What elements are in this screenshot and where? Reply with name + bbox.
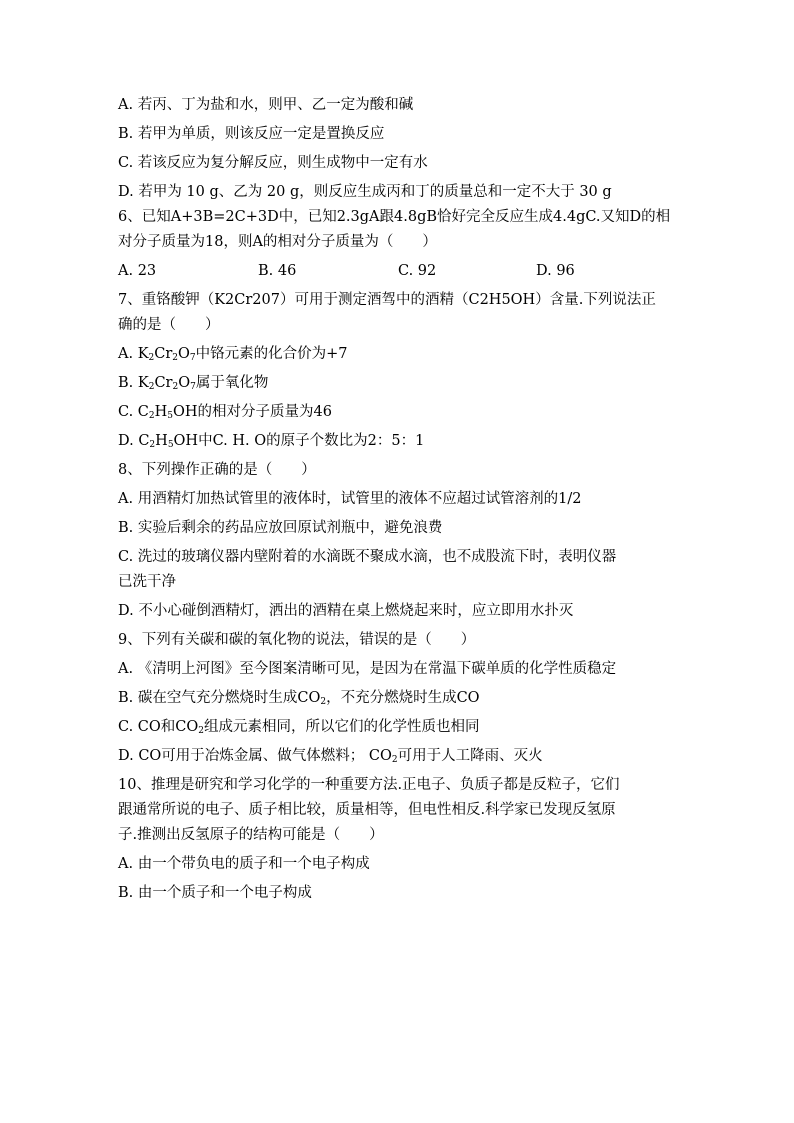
q8-option-b: B. 实验后剩余的药品应放回原试剂瓶中，避免浪费	[118, 520, 443, 536]
q7-stem-line1: 7、重铬酸钾（K2Cr207）可用于测定酒驾中的酒精（C2H5OH）含量.下列说法正	[118, 292, 656, 308]
q8-option-c-line1: C. 洗过的玻璃仪器内壁附着的水滴既不聚成水滴，也不成股流下时，表明仪器	[118, 549, 617, 565]
q8-option-a: A. 用酒精灯加热试管里的液体时，试管里的液体不应超过试管溶剂的1/2	[118, 491, 582, 507]
q5-option-a: A. 若丙、丁为盐和水，则甲、乙一定为酸和碱	[118, 97, 414, 113]
q6-stem-line1: 6、已知A+3B=2C+3D中，已知2.3gA跟4.8gB恰好完全反应生成4.4gC.又知D的相	[118, 209, 671, 225]
q5-option-b: B. 若甲为单质，则该反应一定是置换反应	[118, 126, 385, 142]
q5-option-d: D. 若甲为 10 g、乙为 20 g，则反应生成丙和丁的质量总和一定不大于 30 g	[118, 184, 612, 200]
q7-option-a: A. $K_2Cr_2O_7$中铬元素的化合价为+7	[118, 346, 348, 363]
q6-option-a: A. 23	[118, 263, 157, 279]
q6-stem-line2: 对分子质量为18，则A的相对分子质量为（ ）	[118, 234, 437, 250]
document-page	[118, 96, 678, 913]
q10-option-b: B. 由一个质子和一个电子构成	[118, 885, 312, 901]
q8-option-d: D. 不小心碰倒酒精灯，洒出的酒精在桌上燃烧起来时，应立即用水扑灭	[118, 603, 574, 619]
q8-option-c-line2: 已洗干净	[118, 574, 176, 590]
q7-option-c: C. $C_2H_5OH$的相对分子质量为46	[118, 404, 332, 421]
q10-stem-line2: 跟通常所说的电子、质子相比较，质量相等，但电性相反.科学家已发现反氢原	[118, 802, 616, 818]
q7-option-d: D. $C_2H_5OH$中C. H. O的原子个数比为2：5：1	[118, 433, 425, 450]
q9-option-d: D. CO可用于冶炼金属、做气体燃料； $CO_2$可用于人工降雨、灭火	[118, 748, 543, 765]
q6-option-c: C. 92	[398, 263, 437, 279]
q6-options	[118, 262, 678, 291]
q10-stem-line1: 10、推理是研究和学习化学的一种重要方法.正电子、负质子都是反粒子，它们	[118, 777, 620, 793]
q6-option-b: B. 46	[258, 263, 297, 279]
q9-option-c: C. CO和$CO_2$组成元素相同，所以它们的化学性质也相同	[118, 719, 480, 736]
q6-option-d: D. 96	[536, 263, 575, 279]
q9-option-b: B. 碳在空气充分燃烧时生成$CO_2$，不充分燃烧时生成CO	[118, 690, 480, 707]
q9-option-a: A. 《清明上河图》至今图案清晰可见，是因为在常温下碳单质的化学性质稳定	[118, 661, 617, 677]
q7-option-b: B. $K_2Cr_2O_7$属于氧化物	[118, 375, 269, 392]
q10-option-a: A. 由一个带负电的质子和一个电子构成	[118, 856, 370, 872]
q9-stem: 9、下列有关碳和碳的氧化物的说法，错误的是（ ）	[118, 632, 476, 648]
q8-stem: 8、下列操作正确的是（ ）	[118, 462, 316, 478]
q5-option-c: C. 若该反应为复分解反应，则生成物中一定有水	[118, 155, 428, 171]
q10-stem-line3: 子.推测出反氢原子的结构可能是（ ）	[118, 827, 384, 843]
q7-stem-line2: 确的是（ ）	[118, 317, 220, 333]
